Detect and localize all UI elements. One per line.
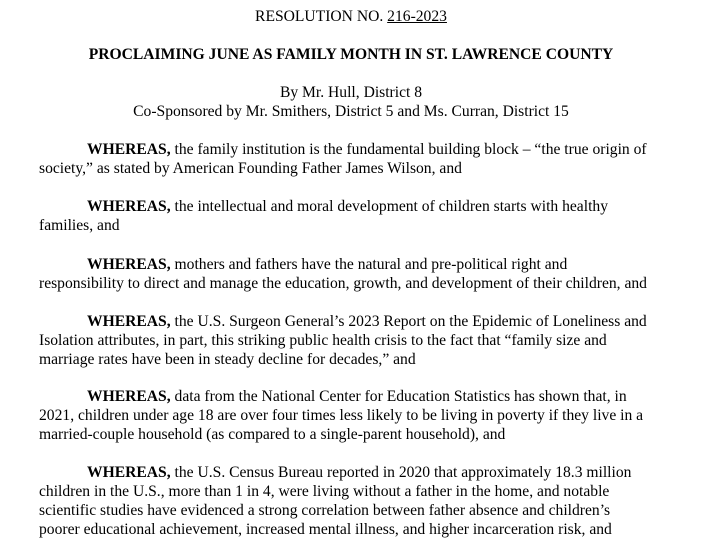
resolution-title [0, 7, 702, 26]
whereas-text-line: the family institution is the fundamental building block – “the true origin of [174, 141, 647, 158]
whereas-clause [39, 387, 671, 444]
resolution-label: RESOLUTION NO. [255, 8, 384, 25]
whereas-text-line: responsibility to direct and manage the education, growth, and development of their children, and [39, 275, 647, 292]
whereas-keyword: WHEREAS, [87, 388, 171, 405]
whereas-keyword: WHEREAS, [87, 256, 171, 273]
whereas-clause [39, 255, 671, 293]
whereas-text-line: married-couple household (as compared to a single-parent household), and [39, 426, 506, 443]
whereas-clause [39, 140, 671, 178]
whereas-text-line: the U.S. Surgeon General’s 2023 Report on the Epidemic of Loneliness and [174, 313, 647, 330]
whereas-text-line: the intellectual and moral development of children starts with healthy [174, 198, 608, 215]
resolution-number: 216-2023 [387, 8, 447, 25]
whereas-text-line: children in the U.S., more than 1 in 4, were living without a father in the home, and notable [39, 483, 610, 500]
whereas-text-line: scientific studies have evidenced a strong correlation between father absence and children’s [39, 502, 611, 519]
resolution-heading: PROCLAIMING JUNE AS FAMILY MONTH IN ST. LAWRENCE COUNTY [88, 46, 614, 63]
whereas-text-line: the U.S. Census Bureau reported in 2020 that approximately 18.3 million [174, 464, 632, 481]
whereas-text-line: mothers and fathers have the natural and pre-political right and [174, 256, 568, 273]
sponsor-co: Co-Sponsored by Mr. Smithers, District 5 and Ms. Curran, District 15 [133, 103, 569, 120]
whereas-keyword: WHEREAS, [87, 313, 171, 330]
whereas-keyword: WHEREAS, [87, 198, 171, 215]
whereas-clause [39, 463, 671, 539]
whereas-text-line: marriage rates have been in steady decline for decades,” and [39, 351, 416, 368]
whereas-clause [39, 312, 671, 369]
whereas-text-line: society,” as stated by American Founding Father James Wilson, and [39, 160, 462, 177]
whereas-text-line: 2021, children under age 18 are over four times less likely to be living in poverty if they live in a [39, 407, 644, 424]
whereas-text-line: poorer educational achievement, increased mental illness, and higher incarceration risk, and [39, 521, 612, 538]
whereas-text-line: data from the National Center for Education Statistics has shown that, in [174, 388, 627, 405]
sponsor-primary: By Mr. Hull, District 8 [279, 84, 423, 101]
whereas-keyword: WHEREAS, [87, 464, 171, 481]
whereas-text-line: families, and [39, 217, 120, 234]
whereas-keyword: WHEREAS, [87, 141, 171, 158]
whereas-clause [39, 197, 671, 235]
whereas-text-line: Isolation attributes, in part, this striking public health crisis to the fact that “family size and [39, 332, 607, 349]
